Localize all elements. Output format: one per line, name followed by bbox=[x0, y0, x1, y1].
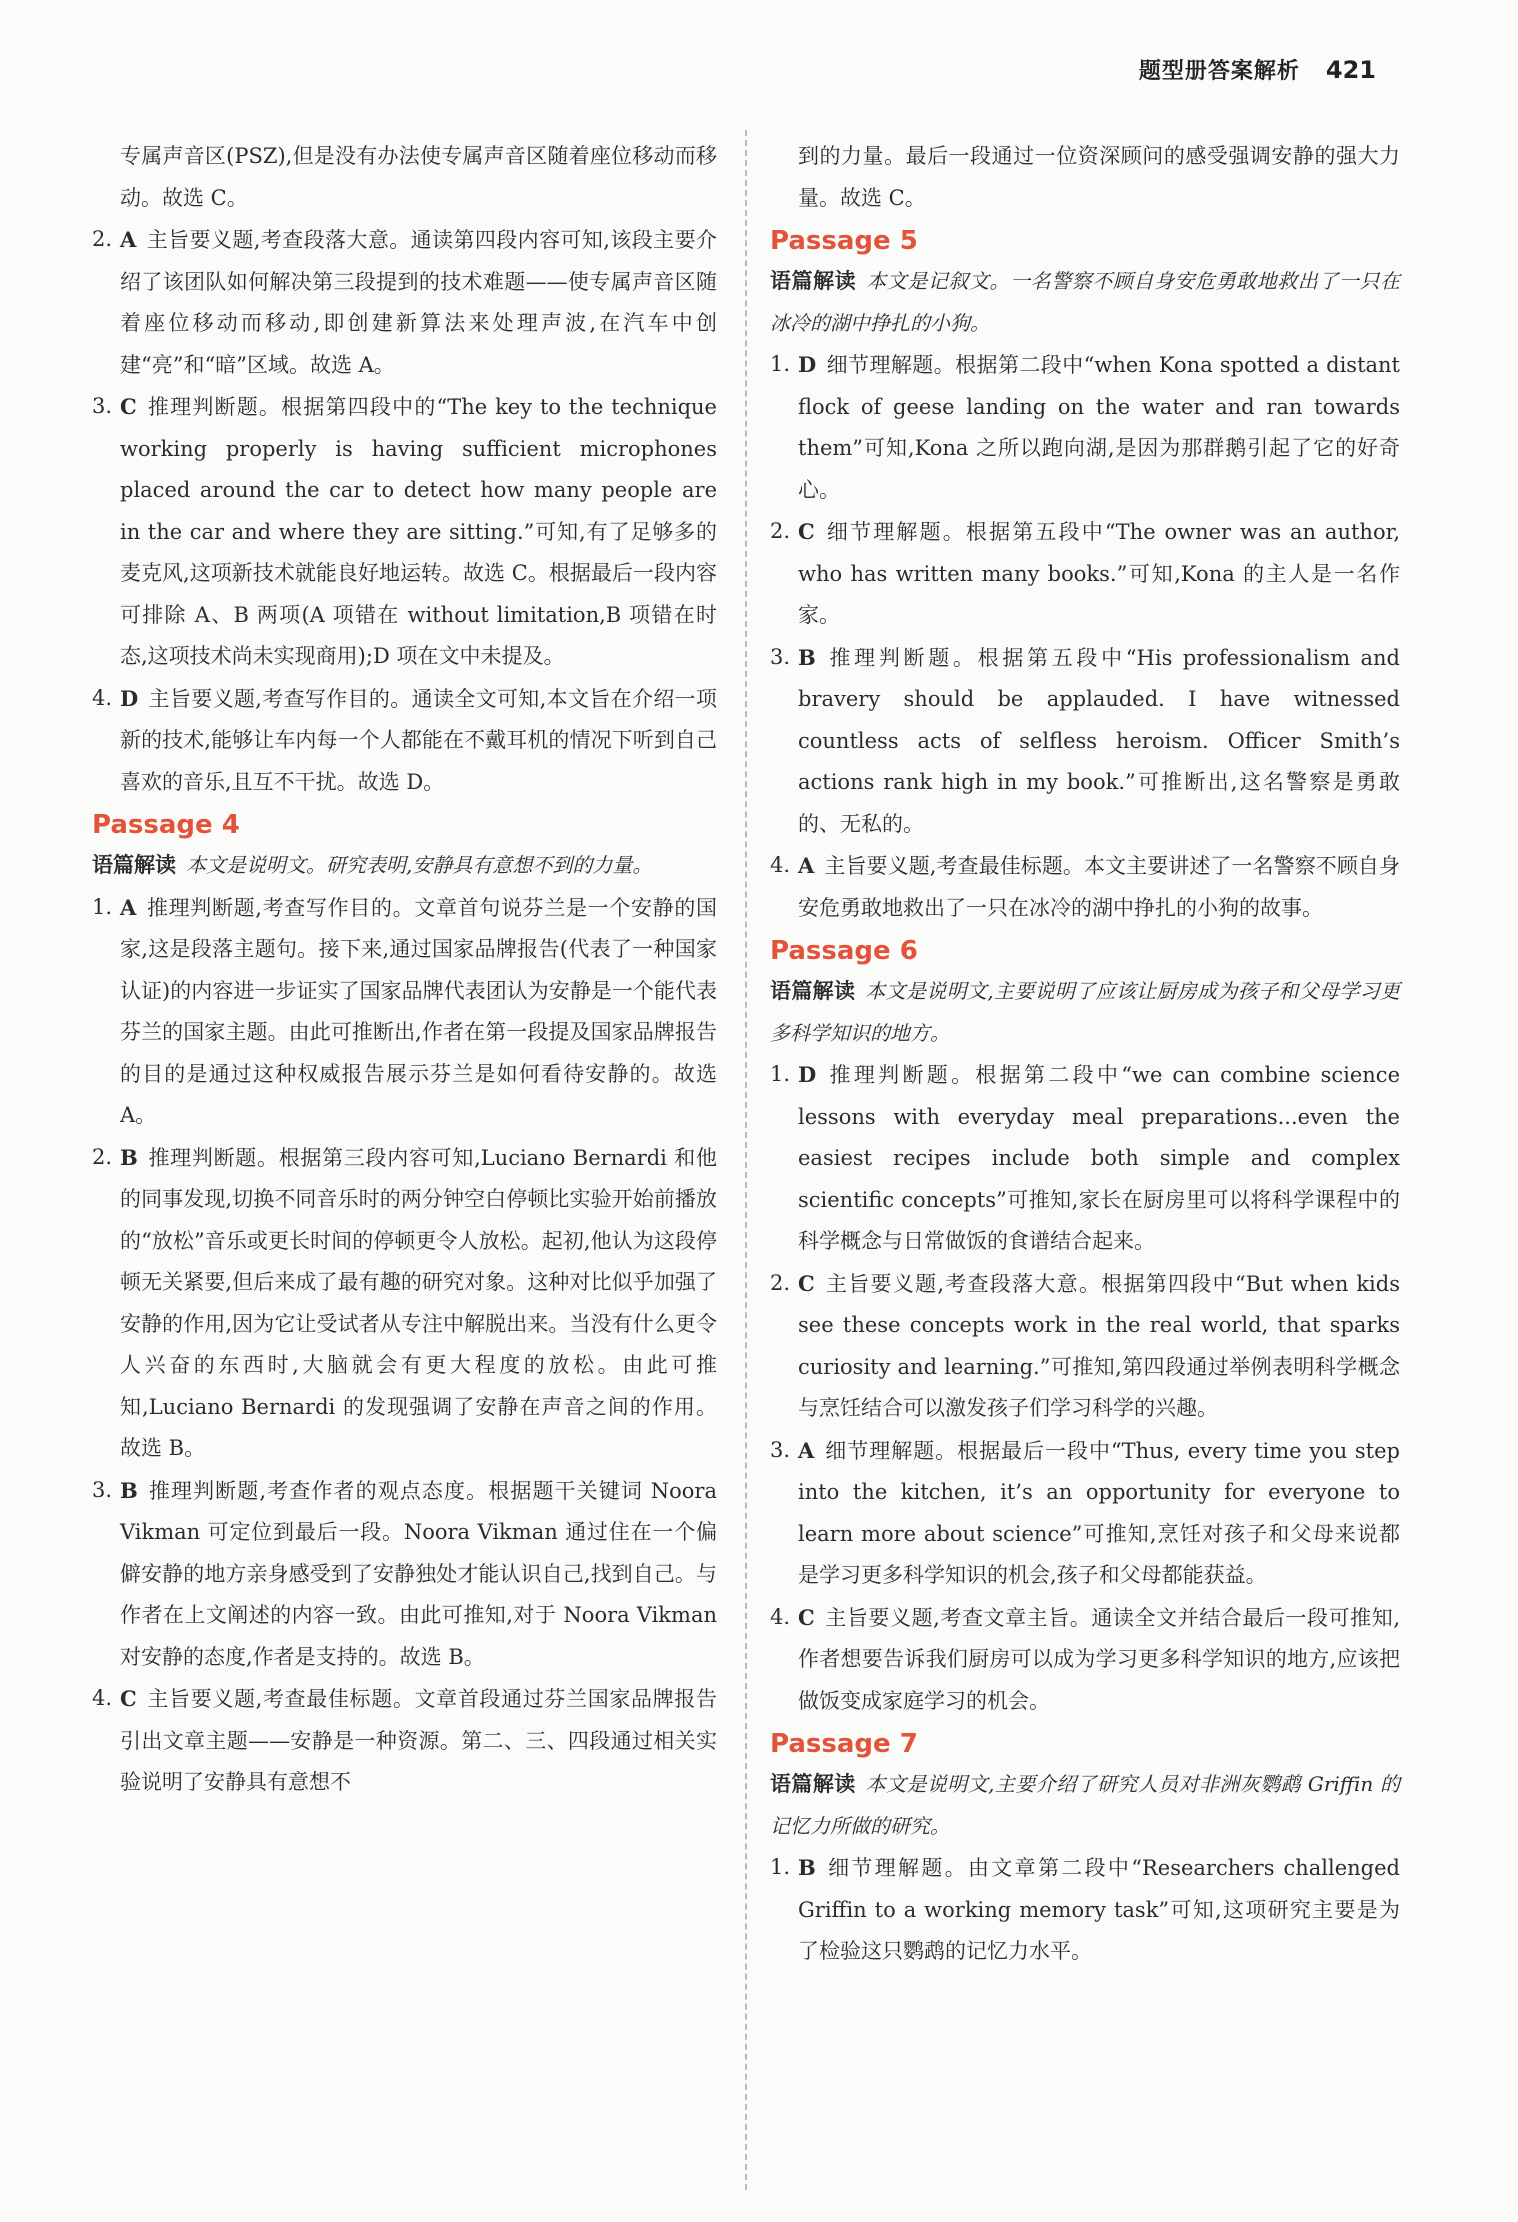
answer-item: 2. A 主旨要义题,考查段落大意。通读第四段内容可知,该段主要介绍了该团队如何解决第三段提到的技术难题——使专属声音区随着座位移动而移动,即创建新算法来处理声波,在汽车中创建“亮”和“暗”区域。故选 A。 bbox=[92, 227, 717, 377]
analysis-text: 本文是说明文,主要说明了应该让厨房成为孩子和父母学习更多科学知识的地方。 bbox=[770, 979, 1401, 1045]
analysis-text: 本文是说明文。研究表明,安静具有意想不到的力量。 bbox=[186, 853, 653, 877]
answer-item: 2. C 主旨要义题,考查段落大意。根据第四段中“But when kids see these concepts work in the real world, that sparks curiosity and learning.”可推知,第四段通过举例表明科学概念与烹饪结合可以激发孩子们学习科学的兴趣。 bbox=[770, 1270, 1400, 1420]
answer-letter: C bbox=[120, 394, 137, 419]
right-column bbox=[770, 136, 1400, 1973]
answer-item: 1. D 推理判断题。根据第二段中“we can combine science lessons with everyday meal preparations...even the easiest recipes include both simple and complex scientific concepts”可推知,家长在厨房里可以将科学课程中的科学概念与日常做饭的食谱结合起来。 bbox=[770, 1062, 1400, 1253]
answer-letter: D bbox=[798, 1062, 817, 1087]
answer-explanation: 推理判断题。根据第四段中的“The key to the technique working properly is having sufficient microphones placed around the car to detect how many people are in the car and where they are sitting.”可知,有了足够多的麦克风,这项新技术就能良好地运转。故选 C。根据最后一段内容可排除 A、B 两项(A 项错在 without limitation,B 项错在时态,这项技术尚未实现商用);D 项在文中未提及。 bbox=[120, 395, 717, 668]
answer-letter: A bbox=[120, 227, 137, 252]
answer-explanation: 细节理解题。根据最后一段中“Thus, every time you step into the kitchen, it’s an opportunity for everyone to learn more about science”可推知,烹饪对孩子和父母来说都是学习更多科学知识的机会,孩子和父母都能获益。 bbox=[798, 1438, 1400, 1587]
answer-explanation: 主旨要义题,考查段落大意。根据第四段中“But when kids see these concepts work in the real world, that sparks curiosity and learning.”可推知,第四段通过举例表明科学概念与烹饪结合可以激发孩子们学习科学的兴趣。 bbox=[798, 1271, 1400, 1420]
answer-letter: D bbox=[798, 352, 817, 377]
passage-heading: Passage 7 bbox=[770, 1729, 918, 1759]
answer-letter: A bbox=[120, 894, 137, 920]
answer-item: 1. A 推理判断题,考查写作目的。文章首句说芬兰是一个安静的国家,这是段落主题句。接下来,通过国家品牌报告(代表了一种国家认证)的内容进一步证实了国家品牌代表团认为安静是一个能代表芬兰的国家主题。由此可推断出,作者在第一段提及国家品牌报告的目的是通过这种权威报告展示芬兰是如何看待安静的。故选 A。 bbox=[92, 894, 717, 1127]
analysis-text: 本文是说明文,主要介绍了研究人员对非洲灰鹦鹉 Griffin 的记忆力所做的研究。 bbox=[770, 1772, 1401, 1838]
left-column bbox=[92, 136, 717, 1804]
answer-letter: C bbox=[120, 1686, 137, 1711]
continued-text: 专属声音区(PSZ),但是没有办法使专属声音区随着座位移动而移动。故选 C。 bbox=[120, 144, 717, 210]
answer-item: 3. A 细节理解题。根据最后一段中“Thus, every time you step into the kitchen, it’s an opportunity for everyone to learn more about science”可推知,烹饪对孩子和父母来说都是学习更多科学知识的机会,孩子和父母都能获益。 bbox=[770, 1437, 1400, 1587]
page-header bbox=[1139, 54, 1376, 85]
answer-explanation: 推理判断题。根据第三段内容可知,Luciano Bernardi 和他的同事发现,切换不同音乐时的两分钟空白停顿比实验开始前播放的“放松”音乐或更长时间的停顿更令人放松。起初,他认为这段停顿无关紧要,但后来成了最有趣的研究对象。这种对比似乎加强了安静的作用,因为它让受试者从专注中解脱出来。当没有什么更令人兴奋的东西时,大脑就会有更大程度的放松。由此可推知,Luciano Bernardi 的发现强调了安静在声音之间的作用。故选 B。 bbox=[120, 1145, 717, 1460]
passage-analysis bbox=[770, 971, 1400, 1054]
analysis-label: 语篇解读 bbox=[770, 269, 857, 293]
answer-item: 2. B 推理判断题。根据第三段内容可知,Luciano Bernardi 和他的同事发现,切换不同音乐时的两分钟空白停顿比实验开始前播放的“放松”音乐或更长时间的停顿更令人放松。起初,他认为这段停顿无关紧要,但后来成了最有趣的研究对象。这种对比似乎加强了安静的作用,因为它让受试者从专注中解脱出来。当没有什么更令人兴奋的东西时,大脑就会有更大程度的放松。由此可推知,Luciano Bernardi 的发现强调了安静在声音之间的作用。故选 B。 bbox=[92, 1144, 717, 1460]
answer-item: 1. D 细节理解题。根据第二段中“when Kona spotted a distant flock of geese landing on the water and ran towards them”可知,Kona 之所以跑向湖,是因为那群鹅引起了它的好奇心。 bbox=[770, 352, 1400, 502]
answer-letter: A bbox=[798, 1437, 815, 1463]
answer-explanation: 推理判断题。根据第二段中“we can combine science lessons with everyday meal preparations...even the easiest recipes include both simple and complex scientific concepts”可推知,家长在厨房里可以将科学课程中的科学概念与日常做饭的食谱结合起来。 bbox=[798, 1063, 1400, 1253]
answer-explanation: 主旨要义题,考查写作目的。通读全文可知,本文旨在介绍一项新的技术,能够让车内每一个人都能在不戴耳机的情况下听到自己喜欢的音乐,且互不干扰。故选 D。 bbox=[120, 686, 717, 794]
answer-letter: B bbox=[798, 1855, 816, 1880]
answer-item: 4. C 主旨要义题,考查文章主旨。通读全文并结合最后一段可推知,作者想要告诉我们厨房可以成为学习更多科学知识的地方,应该把做饭变成家庭学习的机会。 bbox=[770, 1604, 1400, 1713]
analysis-label: 语篇解读 bbox=[92, 853, 176, 877]
passage-heading: Passage 6 bbox=[770, 936, 918, 966]
passage-heading: Passage 4 bbox=[92, 810, 240, 840]
answer-letter: A bbox=[798, 853, 815, 878]
column-divider bbox=[745, 130, 747, 2190]
answer-item: 4. D 主旨要义题,考查写作目的。通读全文可知,本文旨在介绍一项新的技术,能够让车内每一个人都能在不戴耳机的情况下听到自己喜欢的音乐,且互不干扰。故选 D。 bbox=[92, 685, 717, 794]
answer-item: 1. B 细节理解题。由文章第二段中“Researchers challenged Griffin to a working memory task”可知,这项研究主要是为了检验这只鹦鹉的记忆力水平。 bbox=[770, 1855, 1400, 1963]
answer-item: 3. B 推理判断题。根据第五段中“His professionalism and bravery should be applauded. I have witnessed countless acts of selfless heroism. Officer Smith’s actions rank high in my book.”可推断出,这名警察是勇敢的、无私的。 bbox=[770, 644, 1400, 836]
answer-letter: C bbox=[798, 1270, 815, 1296]
answer-letter: B bbox=[120, 1144, 138, 1170]
passage-analysis bbox=[770, 261, 1400, 344]
answer-item: 3. C 推理判断题。根据第四段中的“The key to the technique working properly is having sufficient microphones placed around the car to detect how many people are in the car and where they are sitting.”可知,有了足够多的麦克风,这项新技术就能良好地运转。故选 C。根据最后一段内容可排除 A、B 两项(A 项错在 without limitation,B 项错在时态,这项技术尚未实现商用);D 项在文中未提及。 bbox=[92, 394, 717, 668]
answer-explanation: 主旨要义题,考查文章主旨。通读全文并结合最后一段可推知,作者想要告诉我们厨房可以成为学习更多科学知识的地方,应该把做饭变成家庭学习的机会。 bbox=[798, 1605, 1400, 1713]
answer-explanation: 细节理解题。根据第二段中“when Kona spotted a distant flock of geese landing on the water and ran towards them”可知,Kona 之所以跑向湖,是因为那群鹅引起了它的好奇心。 bbox=[798, 353, 1400, 502]
answer-letter: B bbox=[120, 1477, 138, 1503]
answer-explanation: 主旨要义题,考查最佳标题。文章首段通过芬兰国家品牌报告引出文章主题——安静是一种资源。第二、三、四段通过相关实验说明了安静具有意想不 bbox=[120, 1687, 717, 1794]
passage-analysis bbox=[770, 1764, 1400, 1847]
answer-letter: C bbox=[798, 519, 815, 544]
answer-item: 4. C 主旨要义题,考查最佳标题。文章首段通过芬兰国家品牌报告引出文章主题——安静是一种资源。第二、三、四段通过相关实验说明了安静具有意想不 bbox=[92, 1686, 717, 1794]
answer-explanation: 主旨要义题,考查段落大意。通读第四段内容可知,该段主要介绍了该团队如何解决第三段提到的技术难题——使专属声音区随着座位移动而移动,即创建新算法来处理声波,在汽车中创建“亮”和“暗”区域。故选 A。 bbox=[120, 228, 717, 377]
answer-letter: D bbox=[120, 685, 139, 711]
continued-text: 到的力量。最后一段通过一位资深顾问的感受强调安静的强大力量。故选 C。 bbox=[798, 144, 1400, 210]
answer-item: 3. B 推理判断题,考查作者的观点态度。根据题干关键词 Noora Vikman 可定位到最后一段。Noora Vikman 通过住在一个偏僻安静的地方亲身感受到了安静独处才能认识自己,找到自己。与作者在上文阐述的内容一致。由此可推知,对于 Noora Vikman 对安静的态度,作者是支持的。故选 B。 bbox=[92, 1477, 717, 1669]
answer-letter: C bbox=[798, 1604, 815, 1630]
answer-item: 4. A 主旨要义题,考查最佳标题。本文主要讲述了一名警察不顾自身安危勇敢地救出了一只在冰冷的湖中挣扎的小狗的故事。 bbox=[770, 853, 1400, 920]
page-number: 421 bbox=[1325, 56, 1376, 84]
answer-explanation: 细节理解题。根据第五段中“The owner was an author, who has written many books.”可知,Kona 的主人是一名作家。 bbox=[798, 520, 1400, 627]
passage-heading: Passage 5 bbox=[770, 226, 918, 256]
answer-explanation: 细节理解题。由文章第二段中“Researchers challenged Griffin to a working memory task”可知,这项研究主要是为了检验这只鹦鹉的记忆力水平。 bbox=[798, 1856, 1400, 1963]
answer-item: 2. C 细节理解题。根据第五段中“The owner was an author, who has written many books.”可知,Kona 的主人是一名作家。 bbox=[770, 519, 1400, 627]
analysis-label: 语篇解读 bbox=[770, 979, 856, 1003]
answer-explanation: 主旨要义题,考查最佳标题。本文主要讲述了一名警察不顾自身安危勇敢地救出了一只在冰冷的湖中挣扎的小狗的故事。 bbox=[798, 854, 1400, 920]
passage-analysis bbox=[92, 845, 717, 887]
running-title: 题型册答案解析 bbox=[1138, 59, 1300, 84]
answer-explanation: 推理判断题,考查写作目的。文章首句说芬兰是一个安静的国家,这是段落主题句。接下来,通过国家品牌报告(代表了一种国家认证)的内容进一步证实了国家品牌代表团认为安静是一个能代表芬兰的国家主题。由此可推断出,作者在第一段提及国家品牌报告的目的是通过这种权威报告展示芬兰是如何看待安静的。故选 A。 bbox=[120, 895, 717, 1127]
answer-letter: B bbox=[798, 644, 816, 670]
answer-explanation: 推理判断题。根据第五段中“His professionalism and bravery should be applauded. I have witnessed countless acts of selfless heroism. Officer Smith’s actions rank high in my book.”可推断出,这名警察是勇敢的、无私的。 bbox=[798, 645, 1400, 836]
answer-explanation: 推理判断题,考查作者的观点态度。根据题干关键词 Noora Vikman 可定位到最后一段。Noora Vikman 通过住在一个偏僻安静的地方亲身感受到了安静独处才能认识自己,找到自己。与作者在上文阐述的内容一致。由此可推知,对于 Noora Vikman 对安静的态度,作者是支持的。故选 B。 bbox=[120, 1478, 717, 1669]
analysis-label: 语篇解读 bbox=[770, 1772, 856, 1796]
analysis-text: 本文是记叙文。一名警察不顾自身安危勇敢地救出了一只在冰冷的湖中挣扎的小狗。 bbox=[770, 269, 1401, 335]
